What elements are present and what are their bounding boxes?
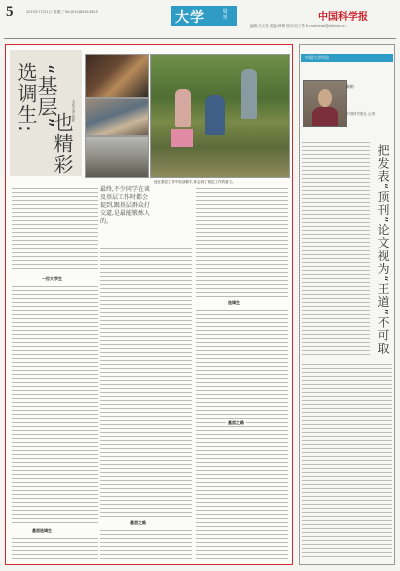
- figure-standing: [241, 69, 257, 119]
- portrait-face: [318, 89, 332, 107]
- text-column-1: [12, 186, 98, 272]
- section-banner: [171, 6, 237, 26]
- text-column-2: [100, 246, 192, 518]
- sidebar-text-left: [302, 140, 370, 358]
- text-column-3b: [196, 308, 288, 562]
- title-part2: 也精彩: [50, 112, 74, 175]
- photo-speaker: [85, 54, 149, 98]
- subhead-4: 基层之路: [228, 420, 244, 425]
- text-column-1c: [12, 536, 98, 562]
- figure-woman: [175, 89, 191, 127]
- subhead-5: 基层选调生: [32, 528, 52, 533]
- author-portrait: [303, 80, 347, 127]
- masthead: 中国科学报: [318, 12, 368, 23]
- author-role: 中国科学报社 记者: [346, 112, 376, 116]
- byline: 本报记者 陈彬: [72, 100, 76, 123]
- title-main: 选调生:: [14, 62, 38, 133]
- photo-caption: 他在基层工作中收获颇丰,体会到了基层工作的意义。: [154, 180, 236, 184]
- sidebar-headline: 把发表“顶刊”论文视为“王道”不可取: [376, 144, 390, 355]
- subhead-2: 选调生: [228, 300, 240, 305]
- text-column-1b: [12, 284, 98, 524]
- subhead-3: 基层之路: [130, 520, 146, 525]
- text-column-3: [196, 186, 288, 300]
- text-column-2b: [100, 528, 192, 562]
- pull-quote: 最终,不少同学在谈及基层工作时都会提到,跟基层群众打交道,是最能锻炼人的。: [100, 186, 150, 225]
- photo-street: [85, 136, 149, 178]
- sidebar-header: 中国大学评论: [301, 54, 393, 62]
- portrait-body: [312, 107, 338, 126]
- staff-line: 编辑:马文亮 美编:韩博 校对:何工秀 E-mail:mwl@stimes.cn: [250, 24, 346, 28]
- photo-field-work: [150, 54, 290, 178]
- figure-man: [205, 95, 225, 135]
- photo-group: [85, 98, 149, 136]
- header-rule: [4, 38, 396, 39]
- sidebar-text-bottom: [302, 362, 392, 560]
- section-title: 大学: [175, 10, 205, 26]
- table-pink: [171, 129, 193, 147]
- section-suffix: 周刊: [222, 9, 228, 21]
- subhead-1: 一位大学生: [42, 276, 62, 281]
- author-name: 陈彬: [346, 84, 354, 89]
- title-part1: “基层”: [34, 64, 58, 129]
- dateline: 2010年7月21日 星期三 Tel:(010)82614615: [26, 10, 98, 14]
- page-number: 5: [6, 4, 14, 20]
